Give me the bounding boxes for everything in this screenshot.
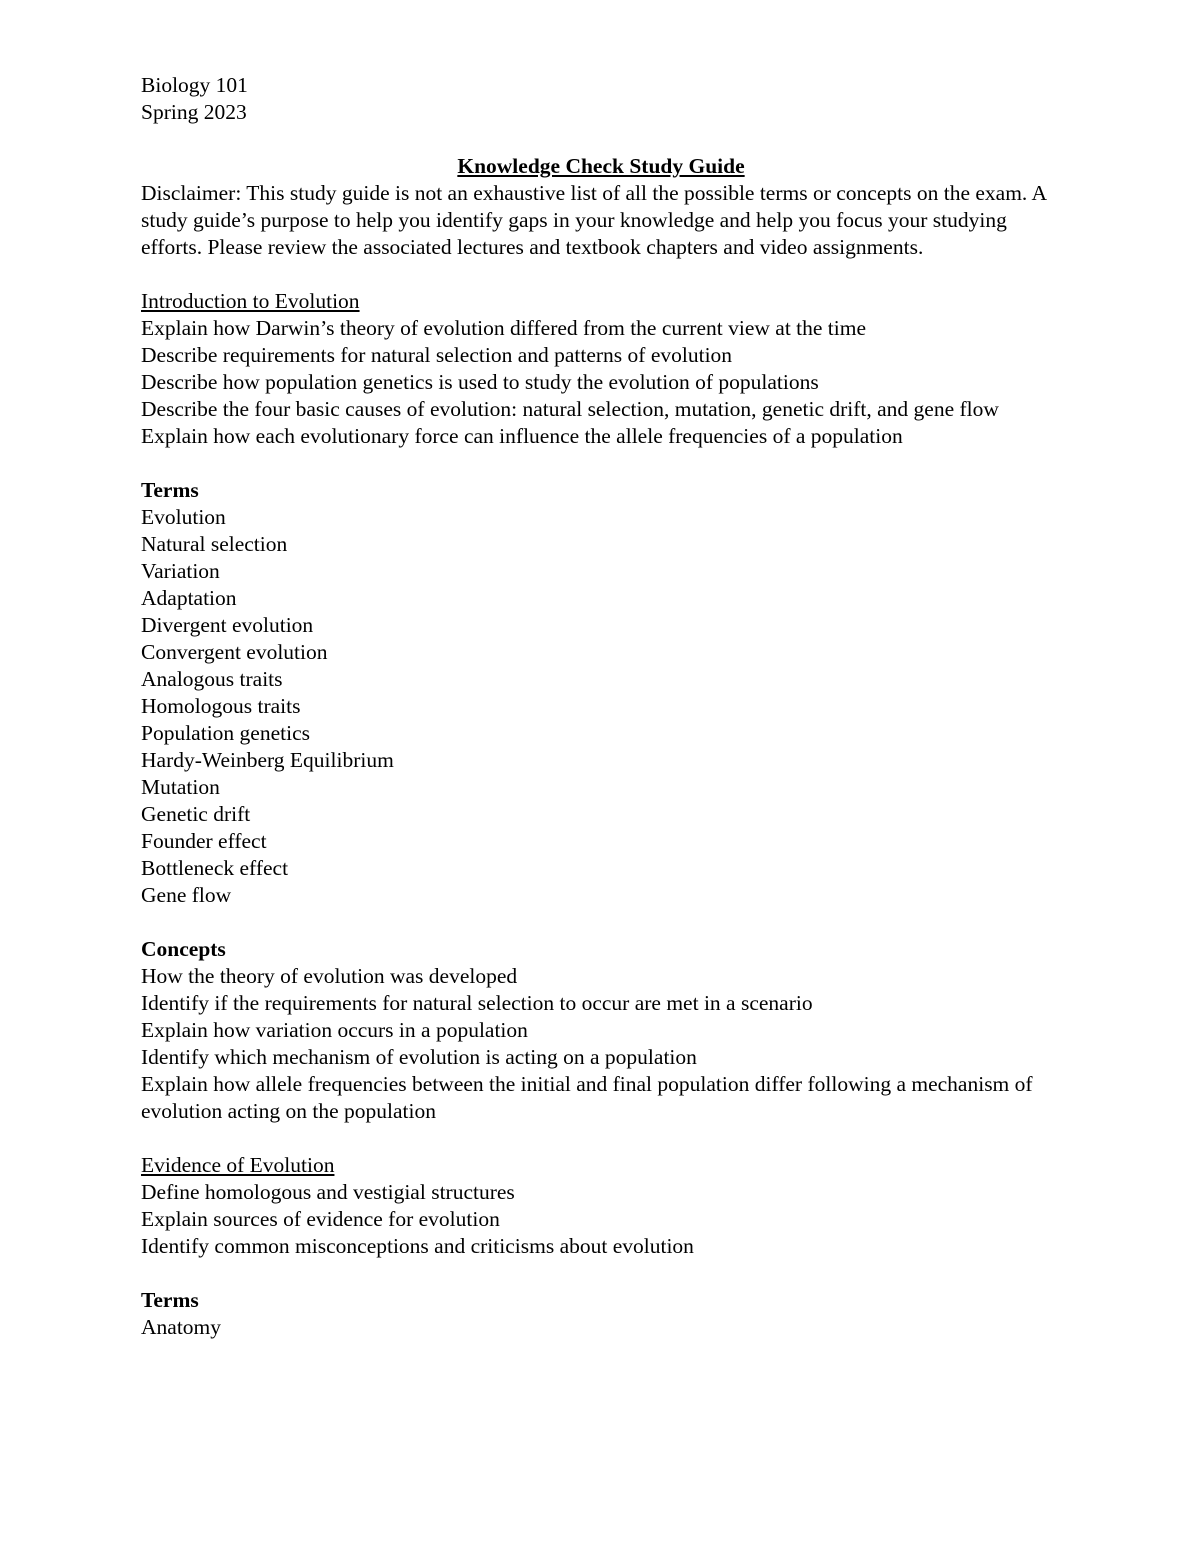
list-item: Bottleneck effect [141,856,289,880]
list-item: Founder effect [141,829,267,853]
list-item: Explain how allele frequencies between the initial and final population differ following a mechanism of evolution acting on the population [141,1072,1033,1123]
list-item: Natural selection [141,532,288,556]
list-item: Mutation [141,775,220,799]
list-item: Homologous traits [141,694,301,718]
list-item: Hardy-Weinberg Equilibrium [141,748,394,772]
terms-heading: Terms [141,1288,199,1312]
evidence-terms-list [141,1314,1061,1341]
term-label: Spring 2023 [141,100,247,124]
list-item: Convergent evolution [141,640,328,664]
list-item: Population genetics [141,721,310,745]
list-item: Divergent evolution [141,613,314,637]
document-page [141,72,1061,1341]
section-heading-evidence: Evidence of Evolution [141,1153,335,1177]
list-item: Evolution [141,505,226,529]
list-item: Analogous traits [141,667,283,691]
spacer [141,1260,1061,1287]
list-item: Explain how each evolutionary force can influence the allele frequencies of a population [141,424,903,448]
spacer [141,450,1061,477]
list-item: Anatomy [141,1315,222,1339]
list-item: Identify if the requirements for natural selection to occur are met in a scenario [141,991,813,1015]
list-item: Identify which mechanism of evolution is acting on a population [141,1045,697,1069]
course-name: Biology 101 [141,73,248,97]
spacer [141,261,1061,288]
disclaimer-paragraph: Disclaimer: This study guide is not an exhaustive list of all the possible terms or concepts on the exam. A study guide’s purpose to help you identify gaps in your knowledge and help you focus your studying efforts. Please review the associated lectures and textbook chapters and video assignments. [141,181,1046,259]
list-item: Describe the four basic causes of evolution: natural selection, mutation, genetic drift, and gene flow [141,397,999,421]
intro-objectives-list [141,315,1061,450]
list-item: Genetic drift [141,802,251,826]
section-heading-introduction: Introduction to Evolution [141,289,360,313]
list-item: Explain how variation occurs in a population [141,1018,528,1042]
terms-heading: Terms [141,478,199,502]
list-item: Variation [141,559,220,583]
concepts-heading: Concepts [141,937,226,961]
list-item: Identify common misconceptions and criticisms about evolution [141,1234,694,1258]
document-title: Knowledge Check Study Guide [457,154,745,178]
list-item: Explain how Darwin’s theory of evolution differed from the current view at the time [141,316,867,340]
list-item: Define homologous and vestigial structures [141,1180,515,1204]
list-item: Gene flow [141,883,232,907]
spacer [141,909,1061,936]
spacer [141,1125,1061,1152]
intro-concepts-list [141,963,1061,1125]
evidence-objectives-list [141,1179,1061,1260]
list-item: Adaptation [141,586,237,610]
intro-terms-list [141,504,1061,909]
list-item: Describe how population genetics is used to study the evolution of populations [141,370,819,394]
list-item: Explain sources of evidence for evolution [141,1207,500,1231]
list-item: Describe requirements for natural selection and patterns of evolution [141,343,733,367]
spacer [141,126,1061,153]
list-item: How the theory of evolution was developed [141,964,518,988]
